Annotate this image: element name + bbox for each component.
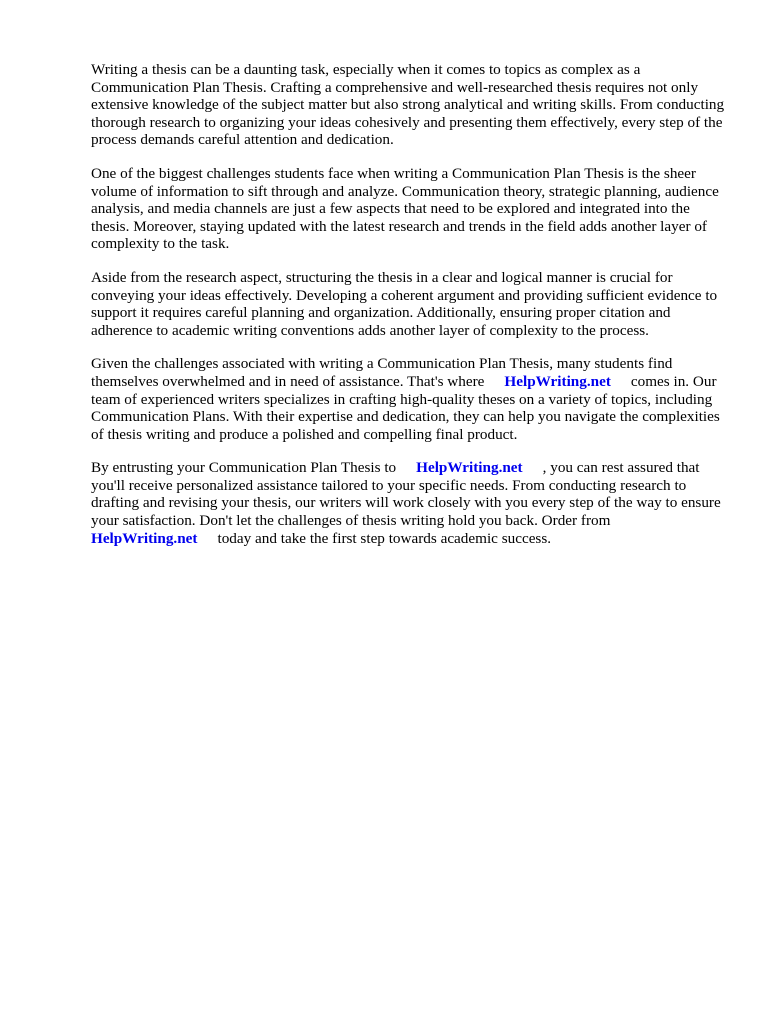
helpwriting-link[interactable]: HelpWriting.net [504,372,611,390]
paragraph-assistance-text-after: comes in. Our team of experienced writers specializes in crafting high-quality theses on a variety of topics, including Communication Plans. With their expertise and dedication, they can help you navigate the complexities of thesis writing and produce a polished and compelling final product. [91,372,720,443]
paragraph-entrusting-text-after: today and take the first step towards academic success. [217,529,552,547]
paragraph-intro: Writing a thesis can be a daunting task, especially when it comes to topics as complex as a Communication Plan Thesis. Crafting a comprehensive and well-researched thesis requires not only extensive knowledge of the subject matter but also strong analytical and writing skills. From conducting thorough research to organizing your ideas cohesively and presenting them effectively, every step of the process demands careful attention and dedication. [91,61,725,149]
paragraph-assistance-text-before: Given the challenges associated with writing a Communication Plan Thesis, many students find themselves overwhelmed and in need of assistance. That's where [91,355,673,390]
helpwriting-link[interactable]: HelpWriting.net [416,459,523,477]
paragraph-entrusting-text-middle: , you can rest assured that you'll receive personalized assistance tailored to your specific needs. From conducting research to drafting and revising your thesis, our writers will work closely with you every step of the way to ensure your satisfaction. Don't let the challenges of thesis writing hold you back. Order from [91,459,721,530]
document-page [91,61,731,563]
paragraph-entrusting-text-before: By entrusting your Communication Plan Thesis to [91,459,397,477]
paragraph-entrusting [91,459,731,547]
paragraph-challenges: One of the biggest challenges students face when writing a Communication Plan Thesis is the sheer volume of information to sift through and analyze. Communication theory, strategic planning, audience analysis, and media channels are just a few aspects that need to be explored and integrated into the thesis. Moreover, staying updated with the latest research and trends in the field adds another layer of complexity to the task. [91,164,719,253]
paragraph-assistance [91,355,731,443]
helpwriting-link[interactable]: HelpWriting.net [91,529,198,547]
paragraph-structure: Aside from the research aspect, structuring the thesis in a clear and logical manner is crucial for conveying your ideas effectively. Developing a coherent argument and providing sufficient evidence to support it requires careful planning and organization. Additionally, ensuring proper citation and adherence to academic writing conventions adds another layer of complexity to the process. [91,268,718,339]
